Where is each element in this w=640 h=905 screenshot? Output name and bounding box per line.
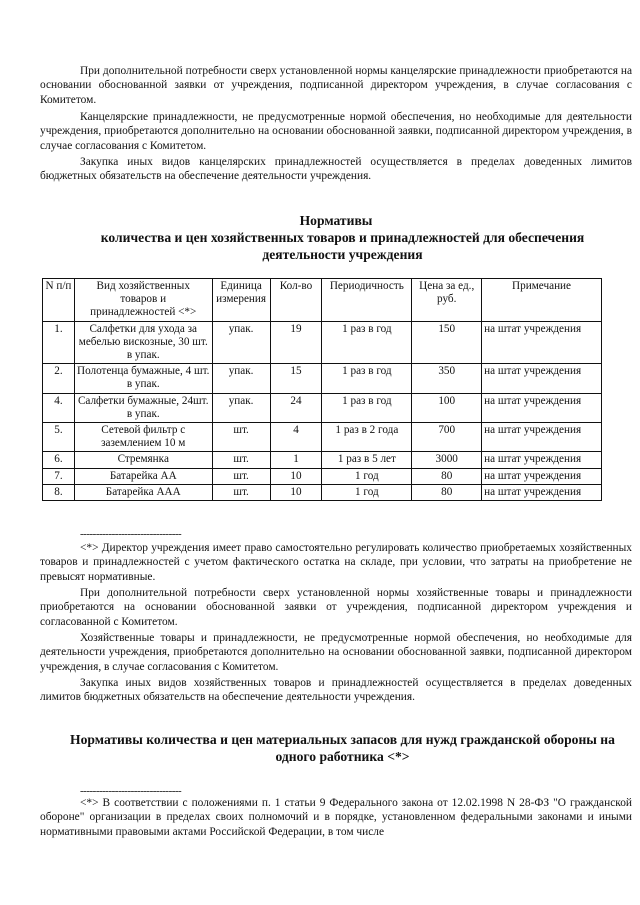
col-header-name: Вид хозяйственных товаров и принадлежностей <*> — [74, 279, 212, 322]
intro-paragraph-3: Закупка иных видов канцелярских принадлежностей осуществляется в пределах доведенных лимитов бюджетных обязательств на обеспечение деятельности учреждения. — [40, 156, 632, 183]
cell-qty: 4 — [270, 423, 322, 452]
cell-unit: шт. — [212, 484, 270, 500]
cell-unit: упак. — [212, 393, 270, 422]
cell-unit: шт. — [212, 423, 270, 452]
cell-number: 7. — [43, 468, 75, 484]
table-header-row — [43, 279, 602, 322]
cell-price: 350 — [412, 364, 482, 393]
cell-number: 5. — [43, 423, 75, 452]
col-header-unit: Единица измерения — [212, 279, 270, 322]
cell-number: 4. — [43, 393, 75, 422]
table-row — [43, 364, 602, 393]
cell-name: Батарейка ААА — [74, 484, 212, 500]
cell-qty: 1 — [270, 452, 322, 468]
cell-period: 1 раз в 2 года — [322, 423, 412, 452]
cell-period: 1 год — [322, 484, 412, 500]
col-header-number: N п/п — [43, 279, 75, 322]
section2-title: Нормативы количества и цен материальных запасов для нужд гражданской обороны на одного работника <*> — [70, 732, 615, 764]
cell-qty: 10 — [270, 484, 322, 500]
table-row — [43, 423, 602, 452]
table-row — [43, 468, 602, 484]
cell-number: 2. — [43, 364, 75, 393]
cell-period: 1 раз в год — [322, 364, 412, 393]
table-row — [43, 393, 602, 422]
footnote-paragraph-3: Хозяйственные товары и принадлежности, не предусмотренные нормой обеспечения, но необходимые для деятельности учреждения, приобретаются дополнительно на основании обоснованной заявки, подписанной директором учреждения, в случае согласования с Комитетом. — [40, 632, 632, 673]
col-header-price: Цена за ед., руб. — [412, 279, 482, 322]
cell-note: на штат учреждения — [482, 364, 602, 393]
footnote-divider: -------------------------------- — [80, 528, 182, 540]
cell-note: на штат учреждения — [482, 452, 602, 468]
cell-name: Салфетки бумажные, 24шт. в упак. — [74, 393, 212, 422]
cell-note: на штат учреждения — [482, 423, 602, 452]
footnote-paragraph-4: Закупка иных видов хозяйственных товаров и принадлежностей осуществляется в пределах доведенных лимитов бюджетных обязательств на обеспечение деятельности учреждения. — [40, 677, 632, 704]
cell-qty: 24 — [270, 393, 322, 422]
cell-period: 1 раз в 5 лет — [322, 452, 412, 468]
intro-paragraph-2: Канцелярские принадлежности, не предусмотренные нормой обеспечения, но необходимые для деятельности учреждения, приобретаются дополнительно на основании обоснованной заявки, подписанной директором учреждения, в случае согласования с Комитетом. — [40, 111, 632, 152]
footnote-paragraph-1: <*> Директор учреждения имеет право самостоятельно регулировать количество приобретаемых хозяйственных товаров и принадлежностей с учетом фактического остатка на складе, при условии, что затраты на приобретение не превысят нормативные. — [40, 542, 632, 583]
cell-note: на штат учреждения — [482, 321, 602, 364]
cell-name: Батарейка АА — [74, 468, 212, 484]
cell-period: 1 раз в год — [322, 393, 412, 422]
cell-name: Полотенца бумажные, 4 шт. в упак. — [74, 364, 212, 393]
cell-period: 1 раз в год — [322, 321, 412, 364]
cell-unit: шт. — [212, 452, 270, 468]
norms-table — [42, 278, 602, 501]
cell-number: 8. — [43, 484, 75, 500]
cell-price: 3000 — [412, 452, 482, 468]
footnote2-paragraph: <*> В соответствии с положениями п. 1 статьи 9 Федерального закона от 12.02.1998 N 28-ФЗ "О гражданской обороне" организации в пределах своих полномочий и в порядке, установленном федеральными законами и иными нормативными правовыми актами Российской Федерации, в том числе — [40, 797, 632, 838]
cell-name: Сетевой фильтр с заземлением 10 м — [74, 423, 212, 452]
table-row — [43, 484, 602, 500]
table-row — [43, 452, 602, 468]
cell-note: на штат учреждения — [482, 484, 602, 500]
intro-paragraph-1: При дополнительной потребности сверх установленной нормы канцелярские принадлежности приобретаются на основании обоснованной заявки от учреждения, подписанной директором учреждения, в случае согласования с Комитетом. — [40, 65, 632, 106]
col-header-qty: Кол-во — [270, 279, 322, 322]
cell-period: 1 год — [322, 468, 412, 484]
cell-name: Салфетки для ухода за мебелью вискозные, 30 шт. в упак. — [74, 321, 212, 364]
cell-unit: упак. — [212, 321, 270, 364]
cell-qty: 19 — [270, 321, 322, 364]
section1-subtitle: количества и цен хозяйственных товаров и принадлежностей для обеспечения деятельности учреждения — [100, 230, 585, 262]
cell-price: 700 — [412, 423, 482, 452]
col-header-note: Примечание — [482, 279, 602, 322]
cell-qty: 15 — [270, 364, 322, 393]
table-row — [43, 321, 602, 364]
cell-price: 100 — [412, 393, 482, 422]
section1-title: Нормативы — [299, 213, 373, 228]
cell-price: 150 — [412, 321, 482, 364]
cell-name: Стремянка — [74, 452, 212, 468]
col-header-period: Периодичность — [322, 279, 412, 322]
cell-unit: упак. — [212, 364, 270, 393]
cell-price: 80 — [412, 468, 482, 484]
cell-price: 80 — [412, 484, 482, 500]
cell-note: на штат учреждения — [482, 393, 602, 422]
cell-number: 6. — [43, 452, 75, 468]
footnote-divider-2: -------------------------------- — [80, 785, 182, 797]
cell-unit: шт. — [212, 468, 270, 484]
footnote-paragraph-2: При дополнительной потребности сверх установленной нормы хозяйственные товары и принадлежности приобретаются на основании обоснованной заявки от учреждения, подписанной директором учреждения и согласованной с Комитетом. — [40, 587, 632, 628]
cell-number: 1. — [43, 321, 75, 364]
cell-note: на штат учреждения — [482, 468, 602, 484]
cell-qty: 10 — [270, 468, 322, 484]
